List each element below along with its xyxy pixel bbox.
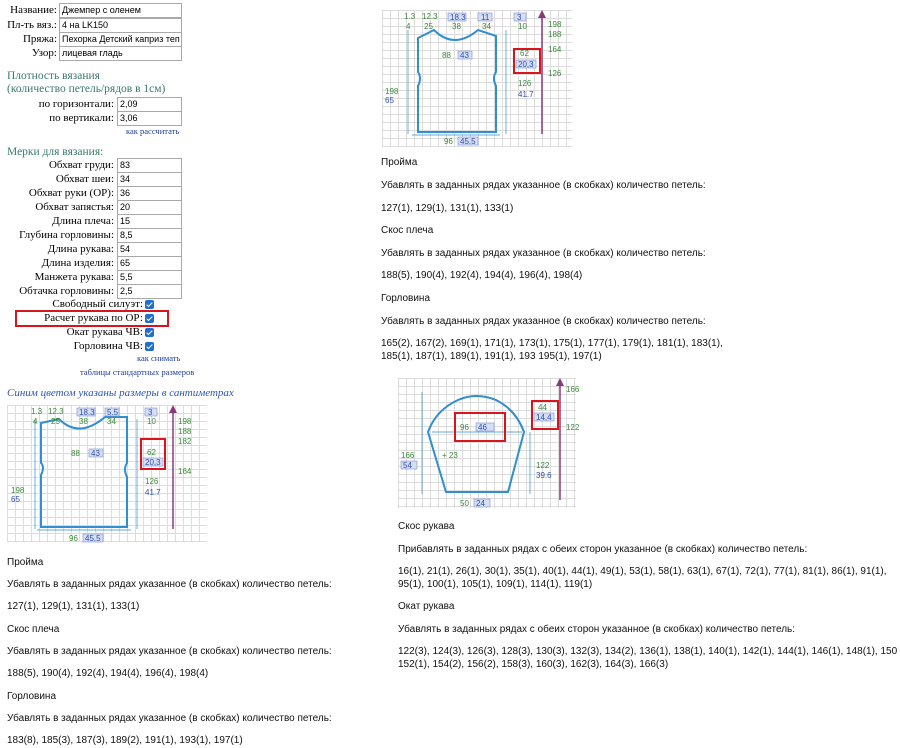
garment-length-input[interactable]: 65 [117,256,182,271]
chest-input[interactable]: 83 [117,158,182,173]
dim-label: 45.5 [85,534,101,543]
body-outline [418,30,496,132]
neckline-checkbox[interactable] [145,342,154,351]
dim-label: 50 [460,499,469,508]
dim-label: 12.3 [48,407,64,416]
dim-label: 126 [548,69,562,78]
dim-label: 41.7 [518,90,534,99]
wrist-input[interactable]: 20 [117,200,182,215]
row-list: 127(1), 129(1), 131(1), 133(1) [381,203,514,214]
dim-label: 88 [71,449,80,458]
dim-label: 38 [79,417,88,426]
row-list: 122(3), 124(3), 126(3), 128(3), 130(3), 132(3), 134(2), 136(1), 138(1), 140(1), 142(1), 144(1), 146(1), 148(1), 150 [398,646,898,657]
dim-label: 166 [401,451,415,460]
gauge-label-row [0,18,57,33]
dim-label: + 23 [442,451,458,460]
measure-row [0,256,114,271]
yarn-input[interactable]: Пехорка Детский каприз теп [59,32,182,47]
how-to-calculate-link[interactable]: как рассчитать [126,126,180,136]
name-label-row [0,3,57,18]
neck-input[interactable]: 34 [117,172,182,187]
dim-label: 24 [476,499,485,508]
dim-label: 65 [385,96,394,105]
density-h-row [0,97,114,112]
highlight-frame [531,400,559,430]
field-label: Длина изделия: [41,257,114,269]
check-row [0,325,143,340]
measure-row [0,172,114,187]
body-schematic-small [7,405,207,542]
check-label: Окат рукава ЧВ: [66,326,143,338]
dim-label: 5.5 [107,408,119,417]
section-desc: Убавлять в заданных рядах указанное (в скобках) количество петель: [7,579,332,590]
name-input[interactable]: Джемпер с оленем [59,3,182,18]
row-list: 188(5), 190(4), 192(4), 194(4), 196(4), 198(4) [7,668,209,679]
dim-label: 46 [478,423,487,432]
dim-label: 44 [538,403,547,412]
section-heading: Скос рукава [398,521,455,532]
dim-label: 14,4 [536,413,552,422]
dim-label: 43 [91,449,100,458]
sleeve-schematic [398,378,580,508]
field-label: Пл-ть вяз.: [7,19,57,31]
section-desc: Прибавлять в заданных рядах с обеих сторон указанное (в скобках) количество петель: [398,544,808,555]
dim-label: 126 [145,477,159,486]
dim-label: 20,3 [145,458,161,467]
row-list: 127(1), 129(1), 131(1), 133(1) [7,601,140,612]
row-list: 188(5), 190(4), 192(4), 194(4), 196(4), 198(4) [381,270,583,281]
field-label: Название: [10,4,57,16]
gauge-input[interactable]: 4 на LK150 [59,18,182,33]
neck-depth-input[interactable]: 8,5 [117,228,182,243]
pattern-input[interactable]: лицевая гладь [59,46,182,61]
density-v-row [0,111,114,126]
dim-label: 34 [107,417,116,426]
dim-label: 164 [548,45,562,54]
dim-label: 62 [520,49,529,58]
measure-row [0,228,114,243]
dim-label: 96 [444,137,453,146]
highlight-frame [454,412,506,442]
section-desc: Убавлять в заданных рядах с обеих сторон указанное (в скобках) количество петель: [398,624,796,635]
dim-label: 65 [11,495,20,504]
how-to-measure-link[interactable]: как снимать [137,353,181,363]
field-label: Глубина горловины: [19,229,114,241]
dim-label: 43 [460,51,469,60]
field-label: Обхват запястья: [35,201,114,213]
body-outline [41,417,127,527]
density-subtitle: (количество петель/рядов в 1см) [7,83,166,95]
dim-label: 198 [385,87,399,96]
dim-label: 96 [460,423,469,432]
arm-input[interactable]: 36 [117,186,182,201]
pattern-label-row [0,46,57,61]
cuff-input[interactable]: 5,5 [117,270,182,285]
dim-label: 41.7 [145,488,161,497]
field-label: по горизонтали: [38,98,114,110]
dim-label: 12.3 [422,12,438,21]
row-list: 152(1), 154(2), 156(2), 158(3), 160(3), 162(3), 164(3), 166(3) [398,659,669,670]
dim-label: 62 [147,448,156,457]
size-tables-link[interactable]: таблицы стандартных размеров [80,367,195,377]
dim-label: 10 [147,417,156,426]
dim-label: 4 [33,417,38,426]
measure-row [0,242,114,257]
field-label: Манжета рукава: [34,271,114,283]
row-list: 95(1), 100(1), 105(1), 109(1), 114(1), 119(1) [398,579,593,590]
row-list: 185(1), 187(1), 189(1), 191(1), 193 195(1), 197(1) [381,351,602,362]
dim-label: 10 [518,22,527,31]
section-desc: Убавлять в заданных рядах указанное (в скобках) количество петель: [381,180,706,191]
loose-fit-checkbox[interactable] [145,300,154,309]
section-desc: Убавлять в заданных рядах указанное (в скобках) количество петель: [7,713,332,724]
field-label: Длина плеча: [52,215,114,227]
dim-label: 126 [518,79,532,88]
dim-label: 25 [424,22,433,31]
dim-label: 164 [178,467,192,476]
check-row [0,339,143,354]
sleeve-cap-checkbox[interactable] [145,328,154,337]
check-label: Свободный силуэт: [52,298,143,310]
dim-label: 18.3 [79,408,95,417]
field-label: Обхват руки (ОР): [28,187,114,199]
density-horizontal-input[interactable]: 2,09 [117,97,182,112]
dim-label: 1.3 [404,12,416,21]
dim-label: 88 [442,51,451,60]
section-heading: Пройма [7,557,44,568]
section-heading: Скос плеча [7,624,60,635]
measure-row [0,270,114,285]
section-heading: Горловина [381,293,431,304]
check-label: Расчет рукава по ОР: [44,312,143,324]
dim-label: 188 [548,30,562,39]
neck-band-input[interactable]: 2,5 [117,284,182,299]
field-label: Обхват шеи: [55,173,114,185]
measures-title: Мерки для вязания: [7,146,104,158]
yarn-label-row [0,32,57,47]
dim-label: 198 [548,20,562,29]
section-heading: Пройма [381,157,418,168]
body-schematic-large [382,10,572,147]
measure-row [0,200,114,215]
section-heading: Скос плеча [381,225,434,236]
shoulder-length-input[interactable]: 15 [117,214,182,229]
section-heading: Окат рукава [398,601,455,612]
dim-label: 39.6 [536,471,552,480]
dim-label: 4 [406,22,411,31]
row-list: 165(2), 167(2), 169(1), 171(1), 173(1), 175(1), 177(1), 179(1), 181(1), 183(1), [381,338,723,349]
section-desc: Убавлять в заданных рядах указанное (в скобках) количество петель: [7,646,332,657]
section-desc: Убавлять в заданных рядах указанное (в скобках) количество петель: [381,316,706,327]
sleeve-outline [428,396,524,492]
highlight-frame [140,438,166,470]
dim-label: 34 [482,22,491,31]
dim-label: 20,3 [518,60,534,69]
dim-label: 166 [566,385,580,394]
measure-row [0,214,114,229]
row-list: 183(8), 185(3), 187(3), 189(2), 191(1), 193(1), 197(1) [7,735,243,746]
dim-label: 25 [51,417,60,426]
blue-sizes-note: Синим цветом указаны размеры в сантиметрах [7,387,234,399]
field-label: Узор: [31,47,57,59]
dim-label: 11 [481,13,490,22]
density-vertical-input[interactable]: 3,06 [117,111,182,126]
measure-row [0,158,114,173]
dim-label: 3 [148,408,153,417]
dim-label: 1.3 [31,407,43,416]
density-title: Плотность вязания [7,70,100,82]
field-label: Длина рукава: [47,243,114,255]
dim-label: 182 [178,437,192,446]
row-list: 16(1), 21(1), 26(1), 30(1), 35(1), 40(1), 44(1), 49(1), 53(1), 58(1), 63(1), 67(1), 72(1), 77(1), 81(1), 86(1), 91(1), [398,566,887,577]
dim-label: 198 [11,486,25,495]
dim-label: 3 [517,13,522,22]
highlight-frame [513,48,541,74]
dim-label: 188 [178,427,192,436]
dim-label: 38 [452,22,461,31]
field-label: по вертикали: [49,112,114,124]
dim-label: 122 [566,423,580,432]
dim-label: 198 [178,417,192,426]
dim-label: 122 [536,461,550,470]
check-label: Горловина ЧВ: [73,340,143,352]
dim-label: 96 [69,534,78,543]
section-desc: Убавлять в заданных рядах указанное (в скобках) количество петель: [381,248,706,259]
section-heading: Горловина [7,691,57,702]
field-label: Обхват груди: [48,159,114,171]
sleeve-length-input[interactable]: 54 [117,242,182,257]
field-label: Пряжа: [22,33,57,45]
dim-label: 18.3 [450,13,466,22]
dim-label: 45.5 [460,137,476,146]
field-label: Обтачка горловины: [19,285,114,297]
measure-row [0,186,114,201]
dim-label: 54 [403,461,412,470]
